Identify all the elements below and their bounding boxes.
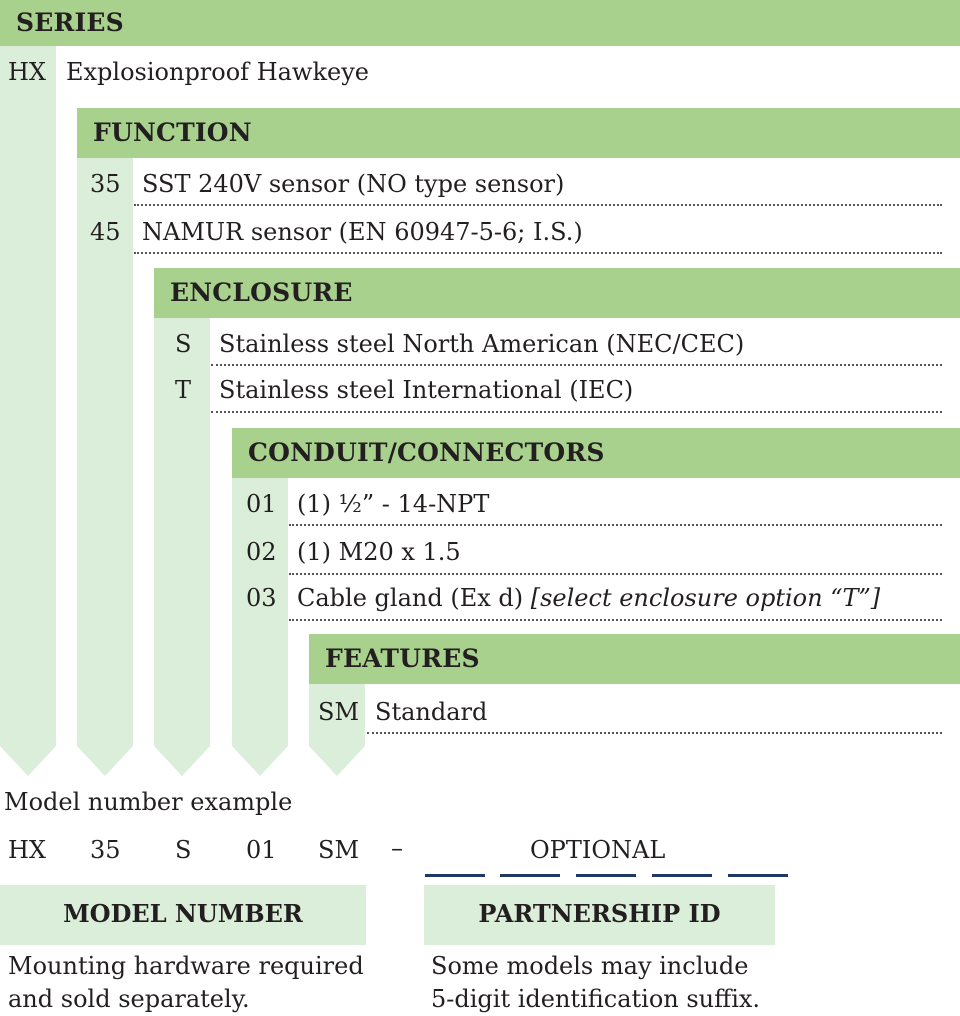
model-number-note-line1: Mounting hardware required: [8, 952, 364, 980]
optional-blank-1: [425, 874, 485, 877]
enclosure-header: [154, 268, 960, 318]
enclosure-header-label: ENCLOSURE: [170, 278, 353, 307]
function-option-code: 35: [90, 170, 121, 198]
model-number-title: MODEL NUMBER: [63, 899, 303, 928]
series-header: [0, 0, 960, 46]
model-number-box: [0, 885, 366, 945]
enclosure-option-divider: [211, 411, 942, 413]
conduit-header: [232, 428, 960, 478]
conduit-option-divider: [289, 524, 942, 526]
features-header: [309, 634, 960, 684]
enclosure-option-divider: [211, 364, 942, 366]
series-option-desc: Explosionproof Hawkeye: [66, 58, 369, 86]
example-part-enclosure: S: [175, 836, 192, 864]
model-number-note-line2: and sold separately.: [8, 985, 250, 1013]
conduit-option-code: 02: [246, 538, 277, 566]
conduit-option-desc: [297, 584, 880, 612]
optional-blank-3: [576, 874, 636, 877]
model-number-note: [8, 950, 364, 1016]
series-header-label: SERIES: [16, 8, 124, 37]
conduit-option-desc-text: Cable gland (Ex d): [297, 584, 531, 612]
optional-blank-4: [652, 874, 712, 877]
partnership-id-box: [424, 885, 775, 945]
function-option-code: 45: [90, 218, 121, 246]
example-part-conduit: 01: [246, 836, 277, 864]
enclosure-option-desc: Stainless steel International (IEC): [219, 376, 634, 404]
conduit-header-label: CONDUIT/CONNECTORS: [248, 438, 605, 467]
example-dash: –: [391, 834, 403, 862]
enclosure-option-desc: Stainless steel North American (NEC/CEC): [219, 330, 745, 358]
enclosure-column-arrow: [154, 746, 210, 776]
enclosure-option-code: S: [175, 330, 192, 358]
features-option-desc: Standard: [375, 698, 488, 726]
features-header-label: FEATURES: [325, 644, 480, 673]
series-column: [0, 46, 56, 746]
function-option-divider: [134, 252, 942, 254]
function-option-divider: [134, 204, 942, 206]
conduit-option-code: 01: [246, 490, 277, 518]
function-header: [77, 108, 960, 158]
conduit-column: [232, 478, 288, 746]
features-option-code: SM: [318, 698, 360, 726]
partnership-id-note-line1: Some models may include: [431, 952, 749, 980]
conduit-option-code: 03: [246, 584, 277, 612]
partnership-id-note-line2: 5-digit identification suffix.: [431, 985, 761, 1013]
series-column-arrow: [0, 746, 56, 776]
example-part-series: HX: [8, 836, 47, 864]
conduit-option-divider: [289, 619, 942, 621]
optional-blank-5: [728, 874, 788, 877]
enclosure-option-code: T: [175, 376, 192, 404]
conduit-column-arrow: [232, 746, 288, 776]
example-optional-label: OPTIONAL: [530, 836, 666, 864]
features-option-divider: [367, 732, 942, 734]
function-option-desc: SST 240V sensor (NO type sensor): [142, 170, 565, 198]
series-option-code: HX: [8, 58, 47, 86]
conduit-option-desc: (1) M20 x 1.5: [297, 538, 461, 566]
function-column: [77, 158, 133, 746]
example-part-features: SM: [318, 836, 360, 864]
features-column-arrow: [309, 746, 365, 776]
partnership-id-title: PARTNERSHIP ID: [478, 899, 721, 928]
function-option-desc: NAMUR sensor (EN 60947-5-6; I.S.): [142, 218, 583, 246]
example-part-function: 35: [90, 836, 121, 864]
optional-blank-2: [500, 874, 560, 877]
partnership-id-note: [431, 950, 760, 1016]
function-column-arrow: [77, 746, 133, 776]
function-header-label: FUNCTION: [93, 118, 252, 147]
conduit-option-divider: [289, 573, 942, 575]
conduit-option-note: [select enclosure option “T”]: [530, 584, 881, 612]
conduit-option-desc: (1) ½” - 14-NPT: [297, 490, 490, 518]
example-label: Model number example: [4, 788, 293, 816]
